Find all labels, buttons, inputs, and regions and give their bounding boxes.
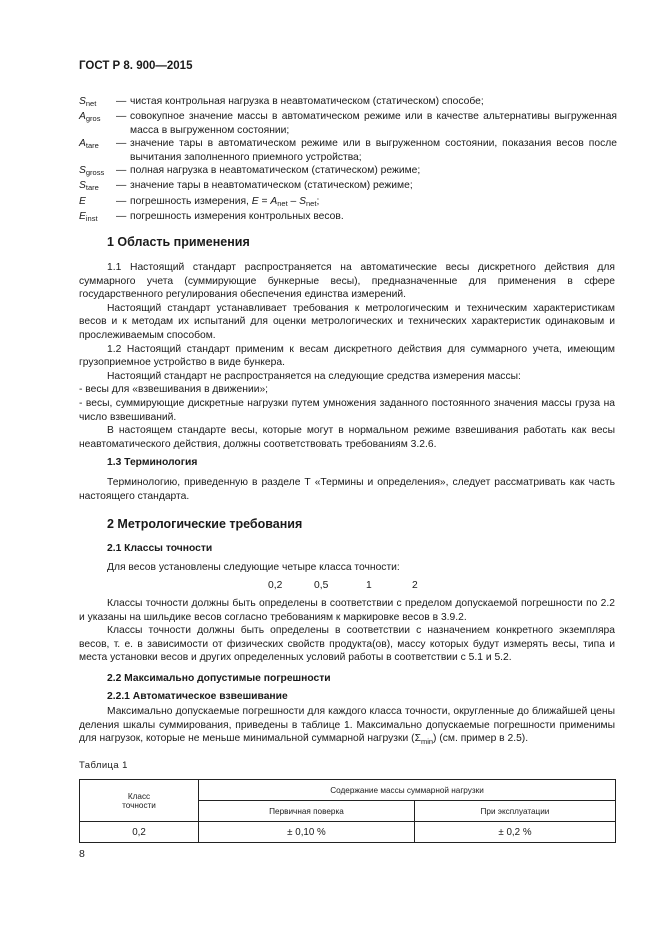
table-header-class: Класс точности (80, 780, 199, 822)
symbol-row: $S_{gross}$ — полная нагрузка в неавтоматическом (статическом) режиме; (79, 164, 617, 179)
symbol-row: $A_{tare}$ — значение тары в автоматическом режиме или в выгруженном состоянии, показания весов после вычитания заполненного приемного устройства; (79, 138, 617, 163)
symbol-row: $S_{net}$ — чистая контрольная нагрузка в неавтоматическом (статическом) способе; (79, 95, 617, 110)
symbol-row: $E_{inst}$ — погрешность измерения контрольных весов. (79, 210, 617, 225)
symbol-definition: совокупное значение массы в автоматическом режиме или в качестве альтернативы выгруженная масса в выгруженном состоянии; (130, 111, 617, 136)
section-terminology-body (79, 476, 615, 503)
symbol: $S_{gross}$ (79, 165, 105, 178)
table-header-group: Содержание массы суммарной нагрузки (199, 780, 616, 801)
paragraph: Максимально допускаемые погрешности для каждого класса точности, округленные до ближайшей цены деления шкалы суммирования, приведены в таблице 1. Максимально допускаемые погрешности применимы для нагрузок, которые не меньше минимальной суммарной нагрузки $(\Sigma_{min})$ (см. пример в 2.5). (79, 706, 615, 747)
list-item: - весы, суммирующие дискретные нагрузки путем умножения заданного постоянного значения массы груза на число взвешиваний. (79, 397, 615, 423)
accuracy-class-value: 0,5 (314, 580, 329, 591)
table-cell-class: 0,2 (80, 822, 199, 843)
section-title-accuracy-classes: 2.1 Классы точности (107, 543, 213, 554)
symbol: $S_{net}$ (79, 96, 97, 108)
list-item: - весы для «взвешивания в движении»; (79, 384, 269, 396)
section-title-scope: 1 Область применения (107, 235, 250, 249)
document-header: ГОСТ Р 8. 900—2015 (79, 60, 193, 72)
symbol: E (79, 195, 86, 207)
automatic-weighing-body (79, 705, 615, 749)
section-scope-body (79, 261, 615, 451)
symbol-definition: погрешность измерения контрольных весов. (130, 211, 344, 223)
accuracy-class-value: 1 (366, 580, 372, 591)
section-title-max-errors: 2.2 Максимально допустимые погрешности (107, 673, 331, 684)
section-title-automatic-weighing: 2.2.1 Автоматическое взвешивание (107, 691, 288, 702)
table-header-in-service: При эксплуатации (414, 801, 615, 822)
symbol-row: E — погрешность измерения, $E = A_{net} - S_{net}$; (79, 195, 617, 210)
table-cell-initial: ± 0,10 % (199, 822, 415, 843)
paragraph: Классы точности должны быть определены в соответствии с пределом допускаемой погрешности по 2.2 и указаны на шильдике весов согласно требованиям к маркировке весов в 3.9.2. (79, 598, 615, 623)
paragraph: Классы точности должны быть определены в соответствии с назначением конкретного экземпляра весов, т. е. в зависимости от физических свойств продукта(ов), массу которых будут измерять весы, типа и места установки весов и других определенных условий работы в соответствии с 5.1 и 5.2. (79, 625, 615, 664)
table-header-initial-verification: Первичная поверка (199, 801, 415, 822)
symbols-list (79, 95, 617, 226)
symbol-definition: значение тары в неавтоматическом (статическом) режиме; (130, 180, 413, 192)
page-number: 8 (79, 848, 85, 860)
symbol: $S_{tare}$ (79, 180, 99, 193)
table-row (80, 822, 616, 843)
symbol-row: $S_{tare}$ — значение тары в неавтоматическом (статическом) режиме; (79, 179, 617, 194)
paragraph: Настоящий стандарт не распространяется на следующие средства измерения массы: (107, 370, 521, 382)
accuracy-table (79, 779, 616, 843)
symbol-row: $A_{gros}$ — совокупное значение массы в автоматическом режиме или в качестве альтернативы выгруженная масса в выгруженном состоянии; (79, 111, 617, 136)
paragraph: 1.2 Настоящий стандарт применим к весам дискретного действия для суммарного учета, имеющим грузоприемное устройство в виде бункера. (79, 343, 615, 369)
symbol-definition: погрешность измерения, $E = A_{net} - S_{net}$; (130, 195, 320, 208)
symbol: $E_{inst}$ (79, 211, 98, 224)
accuracy-class-value: 0,2 (268, 580, 283, 591)
symbol-definition: чистая контрольная нагрузка в неавтоматическом (статическом) способе; (130, 96, 484, 107)
symbol-definition: значение тары в автоматическом режиме или в выгруженном состоянии, показания весов после вычитания заполненного приемного устройства; (130, 138, 617, 163)
paragraph: В настоящем стандарте весы, которые могут в нормальном режиме взвешивания работать как весы неавтоматического действия, должны соответствовать требованиям 3.2.6. (79, 425, 615, 450)
paragraph: 1.1 Настоящий стандарт распространяется на автоматические весы дискретного действия для суммарного учета (суммирующие бункерные весы), предназначенные для применения в сфере государственного регулирования обеспечения единства измерений. (79, 262, 615, 301)
paragraph: Терминологию, приведенную в разделе Т «Термины и определения», следует рассматривать как часть настоящего стандарта. (79, 477, 615, 502)
paragraph: Для весов установлены следующие четыре класса точности: (107, 562, 400, 573)
symbol-definition: полная нагрузка в неавтоматическом (статическом) режиме; (130, 165, 421, 177)
accuracy-class-value: 2 (412, 580, 418, 591)
table-cell-service: ± 0,2 % (414, 822, 615, 843)
table-caption: Таблица 1 (79, 760, 128, 771)
accuracy-classes-body (79, 597, 615, 665)
symbol: $A_{gros}$ (79, 111, 101, 124)
paragraph: Настоящий стандарт устанавливает требования к метрологическим и техническим характеристикам весов и к методам их испытаний для оценки метрологических и технических характеристик одинаковым и прослеживаемым способом. (79, 302, 615, 341)
accuracy-classes-intro (79, 561, 615, 575)
section-title-metrology: 2 Метрологические требования (107, 517, 303, 531)
symbol: $A_{tare}$ (79, 138, 99, 151)
section-title-terminology: 1.3 Терминология (107, 457, 198, 468)
